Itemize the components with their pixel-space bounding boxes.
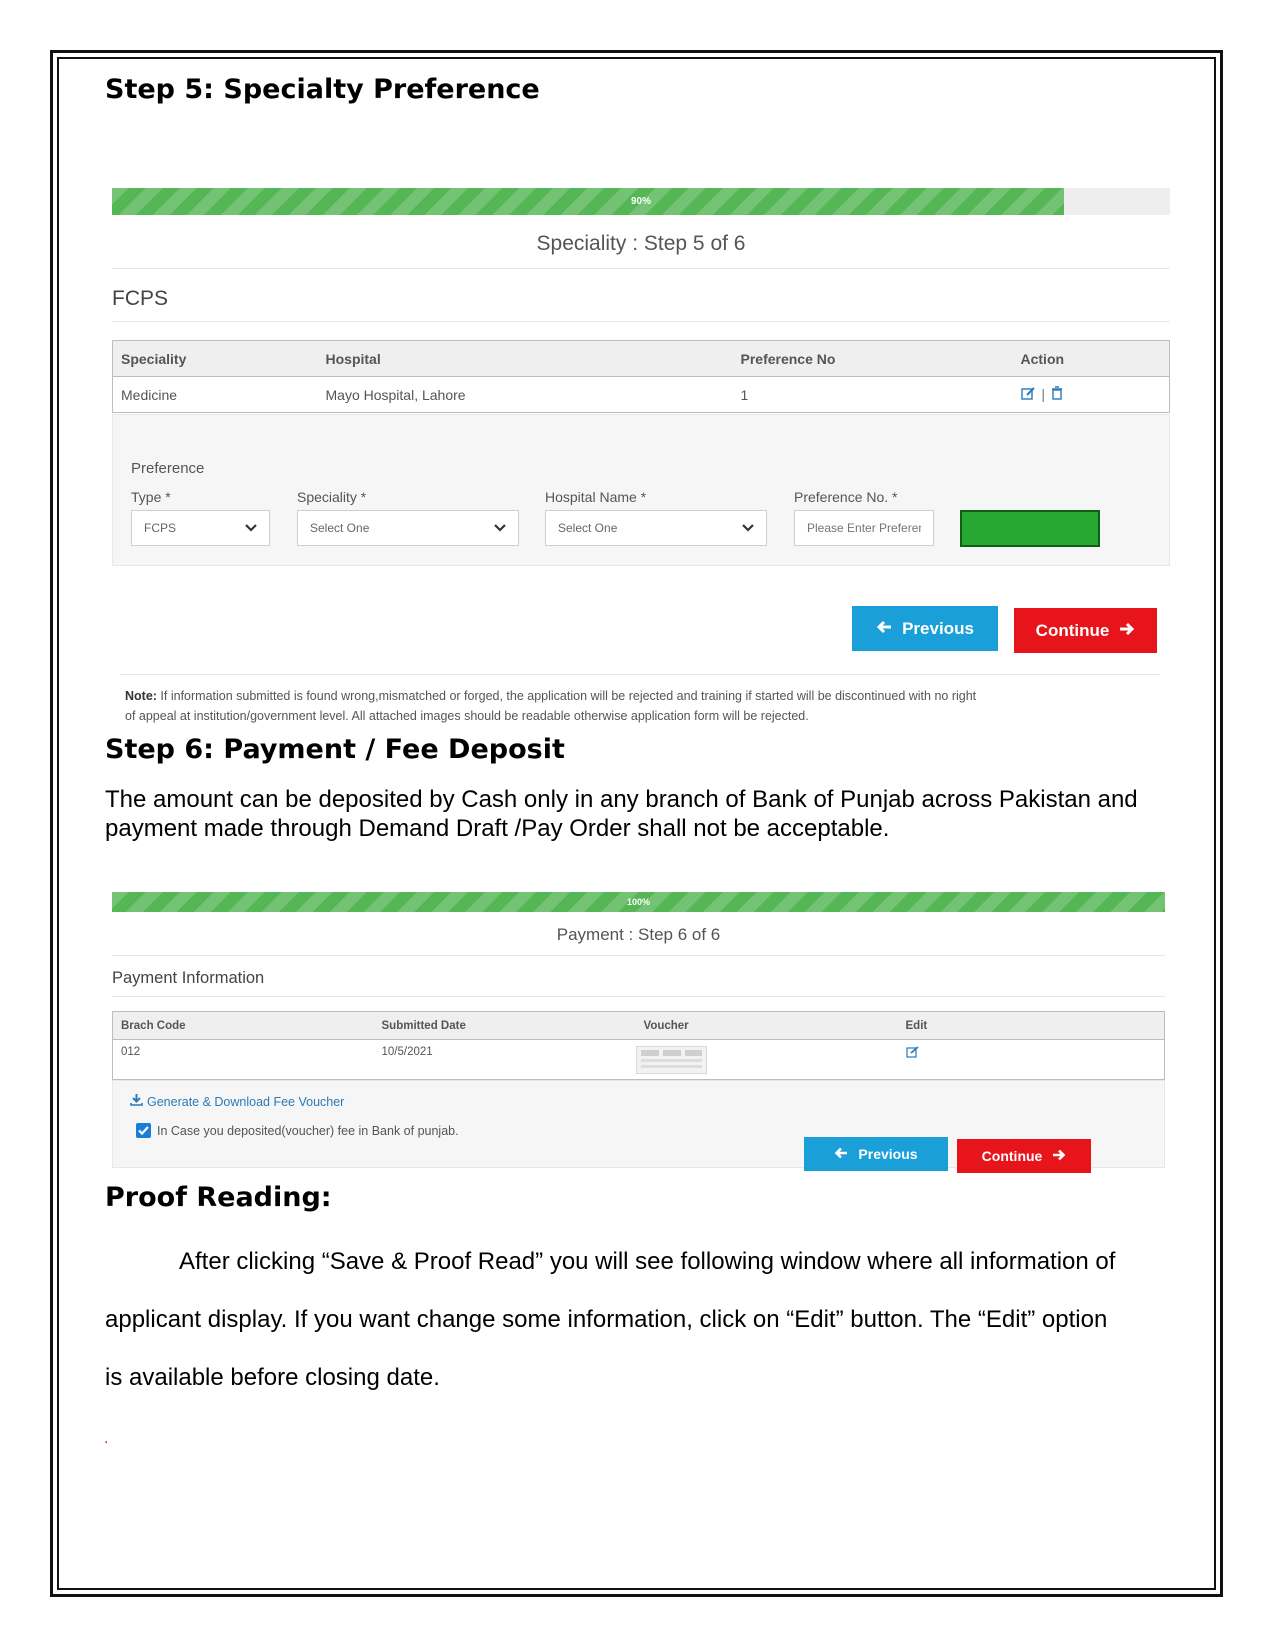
preference-table (112, 340, 1170, 413)
step6-description-line-1: The amount can be deposited by Cash only in any branch of Bank of Punjab across Pakistan and (105, 786, 1138, 813)
action-separator: | (1041, 385, 1046, 402)
type-select[interactable] (131, 510, 270, 546)
speciality-select-value: Select One (310, 521, 370, 535)
proof-reading-line-2: applicant display. If you want change some information, click on “Edit” button. The “Edit” option (105, 1306, 1108, 1333)
col-header: Edit (898, 1012, 1165, 1040)
step6-description-line-2: payment made through Demand Draft /Pay Order shall not be acceptable. (105, 815, 890, 842)
continue-button[interactable] (1014, 608, 1157, 653)
previous-button[interactable] (852, 606, 998, 651)
step5-progress-label: 90% (630, 196, 651, 207)
continue-button[interactable] (957, 1139, 1091, 1173)
cell-branch-code: 012 (121, 1046, 141, 1058)
preference-no-label: Preference No. * (794, 489, 898, 505)
type-label: Type * (131, 489, 171, 505)
form-title: Preference (131, 460, 205, 477)
voucher-thumbnail[interactable] (636, 1046, 707, 1074)
note-line-1 (125, 686, 1165, 706)
arrow-left-icon (876, 619, 892, 639)
table-header-row (113, 341, 1170, 377)
cell-voucher (636, 1040, 898, 1080)
table-row (113, 377, 1170, 413)
section-title: Payment Information (112, 969, 265, 987)
cell-edit (898, 1040, 1165, 1080)
proof-reading-line-3: is available before closing date. (105, 1364, 440, 1391)
note-text (125, 686, 1165, 726)
step6-progress-label: 100% (626, 897, 651, 907)
col-header: Submitted Date (374, 1012, 636, 1040)
deposit-checkbox-label: In Case you deposited(voucher) fee in Bank of punjab. (157, 1123, 459, 1138)
section-title: FCPS (112, 287, 169, 310)
cell-submitted-date: 10/5/2021 (381, 1046, 433, 1058)
divider (112, 268, 1170, 269)
edit-icon[interactable] (906, 1046, 920, 1061)
step5-screenshot (112, 188, 1170, 723)
chevron-down-icon (243, 519, 259, 535)
save-preference-button[interactable] (960, 510, 1100, 547)
table-header-row (113, 1012, 1165, 1040)
divider (112, 321, 1170, 322)
edit-icon[interactable] (1021, 386, 1036, 403)
note-line-2: of appeal at institution/government level. All attached images should be readable otherwise application form will be rejected. (125, 709, 809, 723)
preference-no-input[interactable] (794, 510, 934, 546)
delete-icon[interactable] (1051, 386, 1063, 403)
table-row (113, 1040, 1165, 1080)
hospital-select[interactable] (545, 510, 767, 546)
previous-button[interactable] (804, 1137, 948, 1171)
deposit-checkbox-row (136, 1123, 459, 1138)
cell-speciality: Medicine (121, 386, 178, 403)
cell-action (1013, 377, 1170, 413)
download-icon (130, 1094, 143, 1109)
arrow-left-icon (834, 1146, 848, 1162)
arrow-right-icon (1052, 1148, 1066, 1164)
step6-progress-bar (112, 892, 1165, 912)
type-select-value: FCPS (144, 521, 177, 535)
step6-heading: Step 6: Payment / Fee Deposit (105, 734, 565, 765)
col-header: Speciality (113, 341, 318, 377)
generate-voucher-link[interactable] (130, 1094, 344, 1109)
previous-label: Previous (858, 1146, 918, 1162)
chevron-down-icon (492, 519, 508, 535)
col-header: Hospital (318, 341, 733, 377)
hospital-select-value: Select One (558, 521, 618, 535)
deposit-checkbox[interactable] (136, 1123, 151, 1138)
cell-hospital: Mayo Hospital, Lahore (325, 386, 466, 403)
col-header: Preference No (733, 341, 1013, 377)
continue-label: Continue (981, 1148, 1043, 1164)
previous-label: Previous (902, 618, 974, 638)
payment-table (112, 1011, 1165, 1080)
continue-label: Continue (1035, 620, 1110, 640)
col-header: Voucher (636, 1012, 898, 1040)
hospital-label: Hospital Name * (545, 489, 647, 505)
proof-reading-heading: Proof Reading: (105, 1182, 332, 1213)
divider (120, 674, 1160, 675)
generate-voucher-label: Generate & Download Fee Voucher (147, 1094, 345, 1109)
cell-preference-no: 1 (740, 386, 749, 403)
chevron-down-icon (740, 519, 756, 535)
proof-reading-line-1: After clicking “Save & Proof Read” you will see following window where all information of (179, 1248, 1116, 1275)
step5-progress-bar (112, 188, 1170, 215)
col-header: Brach Code (113, 1012, 374, 1040)
col-header: Action (1013, 341, 1170, 377)
red-dot-mark: . (104, 1430, 109, 1447)
divider (112, 955, 1165, 956)
divider (112, 996, 1165, 997)
arrow-right-icon (1119, 621, 1135, 641)
step5-step-title: Speciality : Step 5 of 6 (536, 232, 746, 255)
preference-form-panel (112, 414, 1170, 566)
speciality-label: Speciality * (297, 489, 367, 505)
speciality-select[interactable] (297, 510, 519, 546)
note-label: Note: (125, 689, 157, 703)
step5-heading: Step 5: Specialty Preference (105, 74, 540, 105)
step6-step-title: Payment : Step 6 of 6 (556, 925, 721, 944)
note-text-1: If information submitted is found wrong,mismatched or forged, the application will be rejected and training if started will be discontinued with no right (156, 689, 977, 703)
